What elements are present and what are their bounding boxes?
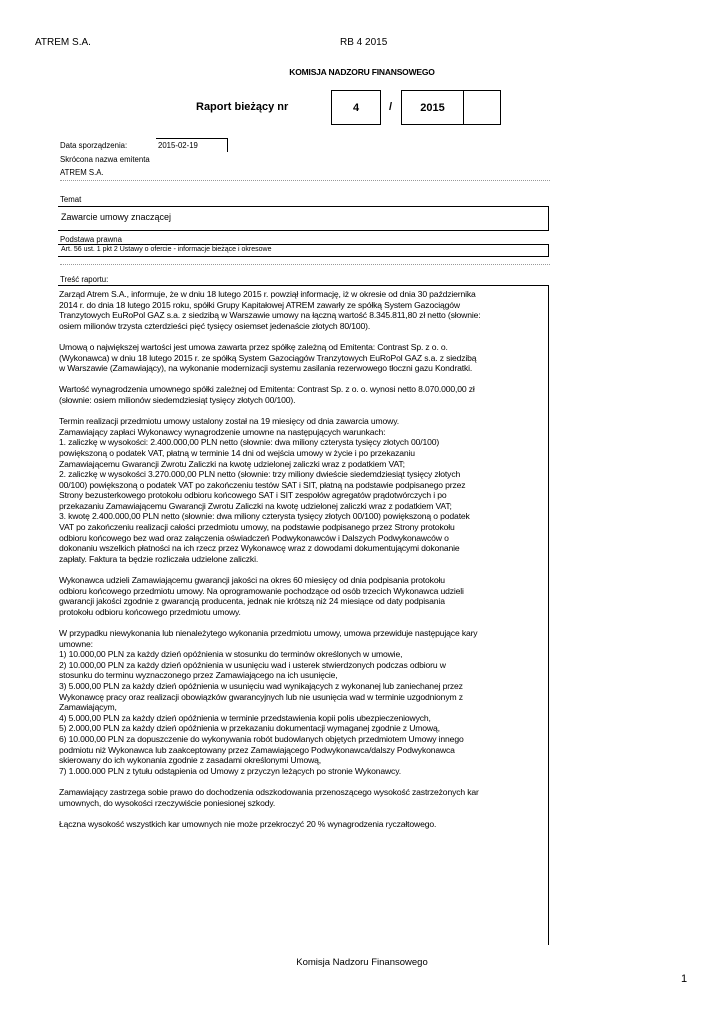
report-content (59, 289, 547, 840)
content-line: 6) 10.000,00 PLN za dopuszczenie do wykonywania robót budowlanych objętych przedmiotem Umowy innego (59, 733, 464, 744)
content-line: odbioru końcowego bez wad oraz załączenia oświadczeń Podwykonawców i Dalszych Podwykonawców o (59, 532, 449, 543)
organization-title: KOMISJA NADZORU FINANSOWEGO (289, 67, 435, 77)
content-line: odbioru końcowego przedmiotu umowy. Na oprogramowanie pochodzące od osób trzecich Wykonawca udzieli (59, 585, 464, 596)
content-line: dokonaniu wszelkich płatności na ich rzecz przez Wykonawcę wraz z dowodami dokumentującymi dokonanie (59, 543, 460, 554)
footer-text: Komisja Nadzoru Finansowego (296, 957, 428, 968)
content-line: umowne: (59, 638, 93, 649)
content-paragraph (59, 342, 547, 374)
date-label: Data sporządzenia: (60, 141, 128, 150)
content-line: Zamawiającym, (59, 702, 117, 713)
content-line: przekazaniu Zamawiającemu Gwarancji Zwrotu Zaliczki na kwotę udzielonej zaliczki wraz z podatkiem VAT; (59, 500, 452, 511)
content-paragraph (59, 416, 547, 564)
content-line: 3) 5.000,00 PLN za każdy dzień opóźnienia w usunięciu wad wynikających z wykonanej lub zaniechanej przez (59, 680, 463, 691)
report-year-box (401, 90, 464, 125)
content-paragraph (59, 289, 547, 331)
content-line: Wykonawca udzieli Zamawiającemu gwarancji jakości na okres 60 miesięcy od dnia podpisania protokołu (59, 575, 445, 586)
content-line: Zamawiający zastrzega sobie prawo do dochodzenia odszkodowania przenoszącego wysokość zastrzeżonych kar (59, 786, 479, 797)
content-line: powiększoną o podatek VAT, płatną w terminie 14 dni od wejścia umowy w życie i po przekazaniu (59, 447, 415, 458)
divider (60, 180, 550, 181)
content-line: 2) 10.000,00 PLN za każdy dzień opóźnienia w usunięciu wad i usterek stwierdzonych podczas odbioru w (59, 659, 446, 670)
content-line: gwarancji jakości zgodnie z gwarancją producenta, jednak nie krótszą niż 24 miesiące od daty podpisania (59, 596, 445, 607)
content-line: zapłaty. Faktura ta będzie rozliczała udzielone zaliczki. (59, 553, 259, 564)
content-line: Strony bezusterkowego protokołu odbioru końcowego SAT i SIT zespołów agregatów prądotwórczych i po (59, 490, 447, 501)
content-line: protokołu odbioru końcowego przedmiotu umowy. (59, 606, 241, 617)
content-line: 7) 1.000.000 PLN z tytułu odstąpienia od Umowy z przyczyn leżących po stronie Wykonawcy. (59, 765, 401, 776)
content-paragraph (59, 575, 547, 617)
content-paragraph (59, 384, 547, 405)
subject-label: Temat (60, 195, 82, 204)
report-number: 4 (352, 101, 360, 114)
short-name-label: Skrócona nazwa emitenta (60, 155, 150, 164)
report-year: 2015 (420, 101, 445, 114)
subject-value: Zawarcie umowy znaczącej (58, 206, 549, 231)
content-paragraph (59, 819, 547, 830)
date-value: 2015-02-19 (156, 138, 228, 152)
content-line: VAT po zakończeniu realizacji całości przedmiotu umowy, na podstawie podpisanego przez Strony protokołu (59, 522, 455, 533)
content-line: podmiotu niż Wykonawca lub zaakceptowany przez Zamawiającego Podwykonawca/dalszy Podwykonawca (59, 744, 455, 755)
content-line: (Wykonawca) w dniu 18 lutego 2015 r. ze spółką System Gazociągów Tranzytowych EuRoPol GAZ s.a. z siedzibą (59, 352, 477, 363)
content-line: 5) 2.000,00 PLN za każdy dzień opóźnienia w przekazaniu dokumentacji wymaganej zgodnie z Umową, (59, 723, 440, 734)
content-line: Umową o największej wartości jest umowa zawarta przez spółkę zależną od Emitenta: Contrast Sp. z o. o. (59, 341, 448, 352)
content-line: Wykonawcę pracy oraz realizacji obowiązków gwarancyjnych lub nie usunięcia wad w terminie uzgodnionym z (59, 691, 463, 702)
company-header: ATREM S.A. (35, 37, 91, 48)
report-empty-box (463, 90, 501, 125)
content-line: 3. kwotę 2.400.000,00 PLN netto (słownie: dwa miliony czterysta tysięcy złotych 00/100) powiększoną o podatek (59, 511, 470, 522)
legal-basis-value: Art. 56 ust. 1 pkt 2 Ustawy o ofercie - informacje bieżące i okresowe (58, 244, 549, 257)
content-line: skierowany do ich wykonania zgodnie z zasadami określonymi Umową, (59, 755, 322, 766)
content-line: Tranzytowych EuRoPol GAZ s.a. z siedzibą w Warszawie umowy na łączną wartość 8.345.811,80 zł netto (słownie: (59, 310, 481, 321)
content-line: Zamawiający zapłaci Wykonawcy wynagrodzenie umowne na następujących warunkach: (59, 426, 386, 437)
content-line: 00/100) powiększoną o podatek VAT po zakończeniu testów SAT i SIT, płatną na podstawie podpisanego przez (59, 479, 466, 490)
content-line: (słownie: osiem milionów siedemdziesiąt tysięcy złotych 00/100). (59, 394, 296, 405)
content-line: osiem milionów trzysta czterdzieści pięć tysięcy osiemset jedenaście złotych 80/100). (59, 320, 371, 331)
report-code: RB 4 2015 (340, 37, 388, 48)
content-line: Zarząd Atrem S.A., informuje, że w dniu 18 lutego 2015 r. powziął informację, iż w okresie od dnia 30 października (59, 289, 476, 299)
content-line: umownych, do wysokości rzeczywiście poniesionej szkody. (59, 797, 276, 808)
content-line: 2. zaliczkę w wysokości 3.270.000,00 PLN netto (słownie: trzy miliony dwieście siedemdziesiąt tysięcy złotych (59, 469, 461, 480)
content-line: 4) 5.000,00 PLN za każdy dzień opóźnienia w terminie przedstawienia kopii polis ubezpieczeniowych, (59, 712, 431, 723)
report-label: Raport bieżący nr (196, 101, 289, 113)
page-number: 1 (681, 973, 688, 985)
content-paragraph (59, 628, 547, 776)
content-paragraph (59, 787, 547, 808)
short-name-value: ATREM S.A. (60, 168, 104, 177)
content-line: Zamawiającemu Gwarancji Zwrotu Zaliczki na kwotę udzielonej zaliczki wraz z podatkiem VAT; (59, 458, 405, 469)
report-number-box (331, 90, 381, 125)
content-line: Termin realizacji przedmiotu umowy ustalony został na 19 miesięcy od dnia zawarcia umowy. (59, 416, 399, 427)
content-line: stosunku do terminu wyznaczonego przez Zamawiającego na ich usunięcie, (59, 670, 338, 681)
content-line: 1. zaliczkę w wysokości: 2.400.000,00 PLN netto (słownie: dwa miliony czterysta tysięcy złotych 00/100) (59, 437, 440, 448)
divider (60, 264, 550, 265)
content-line: Łączna wysokość wszystkich kar umownych nie może przekroczyć 20 % wynagrodzenia ryczałtowego. (59, 818, 437, 829)
legal-basis-label: Podstawa prawna (60, 235, 122, 244)
content-line: w Warszawie (Zamawiający), na wykonanie modernizacji systemu zasilania rezerwowego tłoczni gazu Kondratki. (59, 363, 473, 374)
report-separator: / (389, 101, 393, 113)
content-label: Treść raportu: (60, 275, 109, 284)
content-line: W przypadku niewykonania lub nienależytego wykonania przedmiotu umowy, umowa przewiduje następujące kary (59, 628, 478, 638)
content-line: Wartość wynagrodzenia umownego spółki zależnej od Emitenta: Contrast Sp. z o. o. wynosi netto 8.070.000,00 zł (59, 384, 475, 395)
content-line: 2014 r. do dnia 18 lutego 2015 roku, spółki Grupy Kapitałowej ATREM zawarły ze spółką System Gazociągów (59, 299, 460, 310)
content-line: 1) 10.000,00 PLN za każdy dzień opóźnienia w stosunku do terminów określonych w umowie, (59, 649, 403, 660)
